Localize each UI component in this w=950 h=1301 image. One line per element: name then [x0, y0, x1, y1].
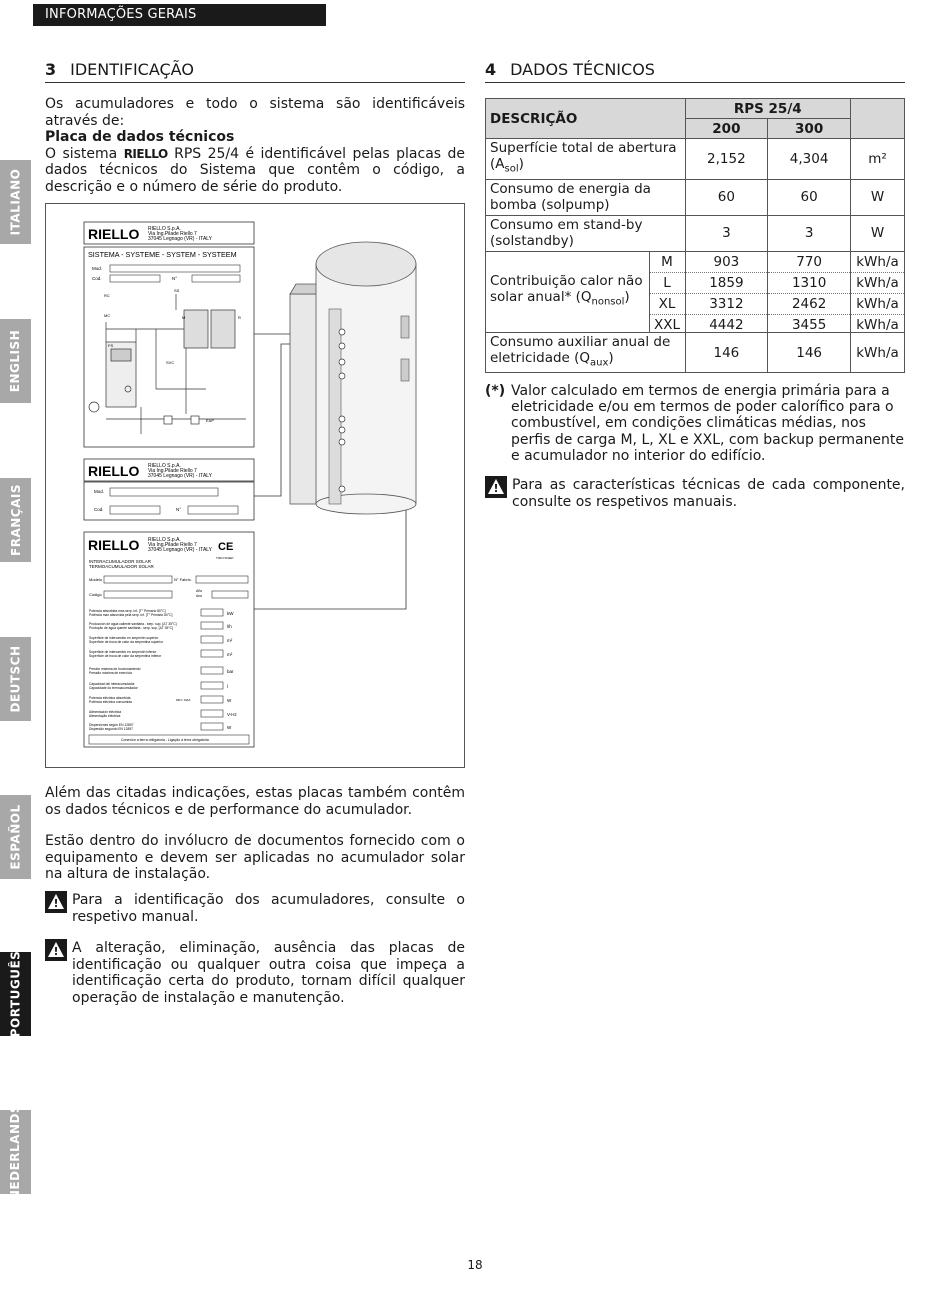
after-figure-text-2: Estão dentro do invólucro de documentos fornecido com o equipamento e devem ser aplicadas no acumulador solar na altura de instalação.	[45, 833, 465, 882]
storage-plate	[84, 532, 254, 747]
svg-text:N°: N°	[176, 507, 182, 512]
table-footnote: (*) Valor calculado em termos de energia primária para a eletricidade e/ou em termos de poder calorífico para o combustível, em condições climáticas médias, nos perfis de carga M, L, XL e XXL, com backup permanente e acumulador no interior do edifício.	[485, 383, 905, 464]
table-row: Contribuição calor não solar anual* $(Q_{nonsol})$ M L XL XXL 903 1859 3312 4442 770 1310 2462 3455 kWh/a kWh/a kWh/a kWh/a	[486, 251, 905, 332]
page-number: 18	[467, 1258, 483, 1272]
plate-description: Placa de dados técnicos O sistema RIELLO RPS 25/4 é identificável pelas placas de dados técnicos do Sistema que contêm o código, a descrição e o número de série do produto.	[45, 129, 465, 195]
desc-header: DESCRIÇÃO	[486, 99, 686, 139]
tab-nederlands[interactable]: NEDERLANDS	[0, 1110, 31, 1194]
svg-text:37045 Legnago (VR) - ITALY: 37045 Legnago (VR) - ITALY	[148, 473, 213, 479]
svg-text:RC: RC	[104, 293, 110, 298]
svg-text:Año: Año	[196, 589, 203, 593]
svg-text:Cod.: Cod.	[92, 276, 102, 281]
svg-text:N°: N°	[172, 276, 178, 281]
svg-text:m²: m²	[227, 652, 233, 657]
svg-text:R: R	[238, 315, 241, 320]
svg-text:Alimentação eléctrica: Alimentação eléctrica	[89, 714, 121, 718]
svg-text:Potência eléctrica consumida: Potência eléctrica consumida	[89, 700, 132, 704]
svg-text:l/h: l/h	[227, 624, 232, 629]
section-header: INFORMAÇÕES GERAIS	[33, 4, 326, 26]
svg-text:W: W	[227, 725, 232, 730]
svg-text:l: l	[227, 684, 228, 689]
svg-text:V-Hz: V-Hz	[227, 712, 237, 717]
plate-title: SISTEMA - SYSTEME - SYSTEM - SYSTEEM	[88, 250, 237, 259]
svg-text:MC: MC	[104, 313, 111, 318]
svg-text:Mod.: Mod.	[94, 489, 105, 494]
after-figure-text-1: Além das citadas indicações, estas placas também contêm os dados técnicos e de performance do acumulador.	[45, 785, 465, 818]
section-4-title: 4 DADOS TÉCNICOS	[485, 60, 905, 83]
warning-icon	[485, 476, 507, 498]
svg-text:37045 Legnago (VR) - ITALY: 37045 Legnago (VR) - ITALY	[148, 547, 213, 553]
warning-identification: ! Para a identificação dos acumuladores, consulte o respetivo manual.	[45, 892, 465, 925]
svg-text:SS: SS	[174, 288, 180, 293]
svg-text:Dispersiones según EN 12897: Dispersiones según EN 12897	[89, 723, 134, 727]
tab-deutsch[interactable]: DEUTSCH	[0, 637, 31, 721]
svg-text:Mod.: Mod.	[92, 266, 103, 271]
svg-text:RIELLO S.p.A.: RIELLO S.p.A.	[148, 463, 181, 469]
svg-text:N° Fabric.: N° Fabric.	[174, 577, 192, 582]
warning-icon	[45, 891, 67, 913]
svg-text:Superfície de troca de calor d: Superfície de troca de calor da serpentina superior	[89, 640, 164, 644]
unit-header	[851, 99, 905, 139]
svg-text:Producción de agua caliente sa: Producción de agua caliente sanitaria - serp. sup. [ΔT 35°C]	[89, 622, 177, 626]
tab-espanol[interactable]: ESPAÑOL	[0, 795, 31, 879]
svg-text:bar: bar	[227, 669, 234, 674]
svg-text:m²: m²	[227, 638, 233, 643]
svg-text:RIELLO S.p.A.: RIELLO S.p.A.	[148, 537, 181, 543]
svg-text:EAP: EAP	[206, 418, 215, 423]
tab-english[interactable]: ENGLISH	[0, 319, 31, 403]
section-3-title: 3 IDENTIFICAÇÃO	[45, 60, 465, 83]
svg-text:Capacidade do termoacumulador: Capacidade do termoacumulador	[89, 686, 138, 690]
identification-figure	[45, 203, 465, 768]
svg-text:T0617164EP: T0617164EP	[216, 556, 234, 560]
svg-text:RIELLO S.p.A.: RIELLO S.p.A.	[148, 226, 181, 232]
svg-text:INTERACUMULADOR SOLAR: INTERACUMULADOR SOLAR	[89, 559, 152, 564]
warning-icon	[45, 939, 67, 961]
collector-plate	[84, 459, 254, 520]
warning-components: ! Para as características técnicas de cada componente, consulte os respetivos manuais.	[485, 477, 905, 510]
svg-text:Via Ing.Pilade Riello 7: Via Ing.Pilade Riello 7	[148, 231, 197, 237]
tab-italiano[interactable]: ITALIANO	[0, 160, 31, 244]
svg-text:Potencia eléctrica absorbida: Potencia eléctrica absorbida	[89, 696, 131, 700]
svg-text:MIN / MAX: MIN / MAX	[176, 698, 191, 702]
tab-francais[interactable]: FRANÇAIS	[0, 478, 31, 562]
svg-text:FS: FS	[108, 343, 114, 348]
table-row: Consumo em stand-by (solstandby) 3 3 W	[486, 215, 905, 251]
svg-text:Potência max absorvida pela se: Potência max absorvida pela serp. inf. [T° Primário 80°C]	[89, 613, 173, 617]
system-plate	[84, 222, 254, 447]
svg-text:Cod.: Cod.	[94, 507, 104, 512]
svg-text:Ano: Ano	[196, 594, 203, 598]
svg-text:Superficie de intercambio en s: Superficie de intercambio en serpentín superior	[89, 636, 159, 640]
storage-tank	[290, 242, 416, 514]
section-3-intro: Os acumuladores e todo o sistema são identificáveis através de:	[45, 96, 465, 129]
model-300-header: 300	[768, 119, 851, 139]
svg-text:SVC: SVC	[166, 360, 175, 365]
svg-text:W: W	[227, 698, 232, 703]
svg-text:Dispersão segundo EN 12897: Dispersão segundo EN 12897	[89, 727, 133, 731]
svg-text:M: M	[182, 315, 186, 320]
svg-text:Presión máxima de funcionamien: Presión máxima de funcionamiento	[89, 667, 141, 671]
group-header: RPS 25/4	[685, 99, 851, 119]
svg-text:Modelo: Modelo	[89, 577, 103, 582]
tab-portugues[interactable]: PORTUGUÊS	[0, 952, 31, 1036]
model-200-header: 200	[685, 119, 768, 139]
table-row: Consumo auxiliar anual de eletricidade $(Q_{aux})$ 146 146 kWh/a	[486, 332, 905, 373]
svg-text:Via Ing.Pilade Riello 7: Via Ing.Pilade Riello 7	[148, 542, 197, 548]
svg-text:Superfície de troca de calor d: Superfície de troca de calor da serpentina inferior	[89, 654, 162, 658]
svg-text:Alimentación eléctrica: Alimentación eléctrica	[89, 710, 122, 714]
svg-text:37045 Legnago (VR) - ITALY: 37045 Legnago (VR) - ITALY	[148, 236, 213, 242]
svg-text:Pressão máxima de exercício: Pressão máxima de exercício	[89, 671, 133, 675]
svg-text:RIELLO: RIELLO	[88, 537, 140, 553]
plate-brand: RIELLO	[88, 226, 140, 242]
svg-text:Conexión a tierra obligatoria: Conexión a tierra obligatoria - Ligação à terra obrigatória	[121, 738, 209, 742]
svg-text:Potencia absorbida max.serp. i: Potencia absorbida max.serp. inf. [T° Primario 80°C]	[89, 609, 166, 613]
table-row: Consumo de energia da bomba (solpump) 60 60 W	[486, 179, 905, 215]
language-tabs	[0, 0, 31, 1301]
svg-text:CE: CE	[218, 541, 234, 553]
svg-text:Superficie de intercambio en s: Superficie de intercambio en serpentín inferior	[89, 650, 157, 654]
svg-text:Código: Código	[89, 592, 102, 597]
svg-text:kW: kW	[227, 611, 234, 616]
svg-text:Capacidad del interacumulador: Capacidad del interacumulador	[89, 682, 135, 686]
technical-data-table	[485, 98, 905, 373]
svg-text:TERMOACUMULADOR SOLAR: TERMOACUMULADOR SOLAR	[89, 564, 154, 569]
svg-text:RIELLO: RIELLO	[88, 463, 140, 479]
svg-text:Produção de água quente sanitá: Produção de água quente sanitária - serp. sup. [ΔT 35°C]	[89, 626, 173, 630]
table-row: Superfície total de abertura $(A_{sol})$ 2,152 4,304 m²	[486, 139, 905, 180]
svg-text:Via Ing.Pilade Riello 7: Via Ing.Pilade Riello 7	[148, 468, 197, 474]
warning-plate-removal: ! A alteração, eliminação, ausência das placas de identificação ou qualquer outra coisa que impeça a identificação certa do produto, tornam difícil qualquer operação de instalação e manutenção.	[45, 940, 465, 1006]
